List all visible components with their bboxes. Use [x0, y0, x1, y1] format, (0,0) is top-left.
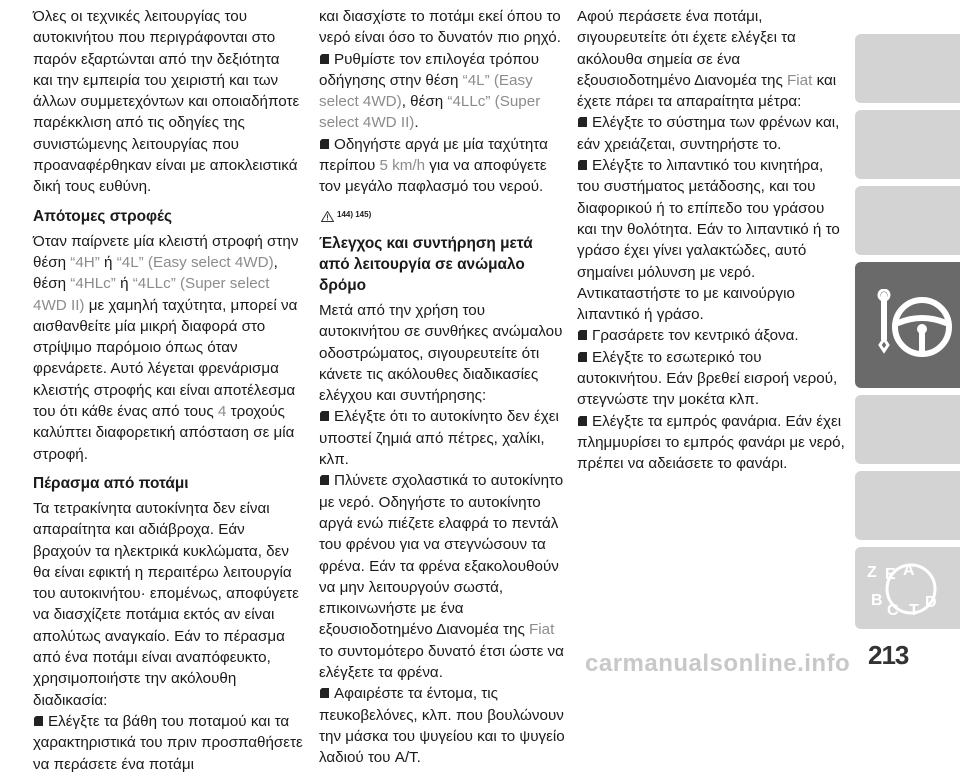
square-bullet-icon: [33, 715, 44, 727]
square-bullet-icon: [319, 687, 330, 699]
bullet-item: Ελέγξτε τα βάθη του ποταμού και τα χαρακτηριστικά του πριν προσπαθήσετε να περάσετε ένα ποτάμι: [33, 712, 303, 773]
index-letter: C: [887, 602, 899, 619]
square-bullet-icon: [319, 53, 330, 65]
bullet-item: Γρασάρετε τον κεντρικό άξονα.: [577, 325, 845, 346]
warning-reference-numbers: 144) 145): [337, 209, 372, 219]
square-bullet-icon: [319, 474, 330, 486]
section-tab-index[interactable]: [855, 547, 960, 629]
page-number: 213: [868, 640, 909, 670]
sharp-turns-paragraph: Όταν παίρνετε μία κλειστή στροφή στην θέση “4H” ή “4L” (Easy select 4WD), θέση “4HLc” ή “4LLc” (Super select 4WD II) με χαμηλή ταχύτητα, μπορεί να αισθανθείτε μία μικρή διαφορά στο στρίψιμο παρόμοιο όπως όταν φρενάρετε. Αυτό λέγεται φρενάρισμα κλειστής στροφής και είναι αποτέλεσμα του ότι κάθε ένας από τους 4 τροχούς καλύπτει διαφορετική απόσταση σε μία στροφή.: [33, 232, 299, 463]
bullet-item: Ρυθμίστε τον επιλογέα τρόπου οδήγησης στην θέση “4L” (Easy select 4WD), θέση “4LLc” (Super select 4WD II).: [319, 50, 541, 132]
bullet-item: Ελέγξτε ότι το αυτοκίνητο δεν έχει υποστεί ζημιά από πέτρες, χαλίκι, κλπ.: [319, 408, 559, 469]
section-tabs: [855, 0, 960, 678]
square-bullet-icon: [577, 415, 588, 427]
section-tab[interactable]: [855, 395, 960, 464]
square-bullet-icon: [577, 351, 588, 363]
bullet-item: Ελέγξτε το σύστημα των φρένων και, εάν χρειάζεται, συντηρήστε το.: [577, 114, 840, 153]
index-letter: A: [903, 562, 915, 579]
heading-river-crossing: Πέρασμα από ποτάμι: [33, 474, 189, 492]
square-bullet-icon: [577, 159, 588, 171]
maintenance-paragraph: Μετά από την χρήση του αυτοκινήτου σε συνθήκες ανώμαλου οδοστρώματος, σιγουρευτείτε ότι κάνετε τις ακόλουθες διαδικασίες ελέγχου και συντήρησης:: [319, 301, 563, 405]
index-letter: E: [885, 566, 896, 583]
square-bullet-icon: [319, 138, 330, 150]
index-letter: D: [925, 594, 937, 611]
warning-triangle-icon: [321, 209, 334, 220]
column-3: [577, 6, 845, 475]
watermark: carmanualsonline.info: [585, 650, 851, 677]
continued-paragraph: και διασχίστε το ποτάμι εκεί όπου το νερό είναι όσο το δυνατόν πιο ρηχό.: [319, 8, 561, 47]
section-tab-active[interactable]: [855, 262, 960, 388]
section-tab[interactable]: [855, 471, 960, 540]
index-letter: T: [909, 602, 919, 619]
section-tab[interactable]: [855, 110, 960, 179]
square-bullet-icon: [319, 410, 330, 422]
index-letter: B: [871, 592, 883, 609]
square-bullet-icon: [577, 329, 588, 341]
heading-maintenance: Έλεγχος και συντήρηση μετά από λειτουργία σε ανώμαλο δρόμο: [319, 234, 533, 294]
intro-paragraph: Όλες οι τεχνικές λειτουργίας του αυτοκινήτου που περιγράφονται στο παρόν εξαρτώνται από την δεξιότητα και την εμπειρία του χειριστή και των άλλων συμμετεχόντων και οποιαδήποτε παρέκκλιση από τις οδηγίες της συνιστώμενης λειτουργίας που προαναφέρθηκαν είναι με αποκλειστικά δική τους ευθύνη.: [33, 8, 300, 196]
after-crossing-paragraph: Αφού περάσετε ένα ποτάμι, σιγουρευτείτε ότι έχετε ελέγξει τα ακόλουθα σημεία σε ένα εξουσιοδοτημένο Διανομέα της Fiat και έχετε πάρει τα απαραίτητα μέτρα:: [577, 8, 837, 111]
column-2: [319, 6, 567, 769]
square-bullet-icon: [577, 116, 588, 128]
column-1: [33, 6, 303, 775]
bullet-item: Ελέγξτε το λιπαντικό του κινητήρα, του συστήματος μετάδοσης, και του διαφορικού ή το επίπεδο του γράσου και την θολότητα. Εάν το λιπαντικό ή το γράσο έχει γίνει γαλακτώδες, αυτό σημαίνει μόλυνση με νερό. Αντικαταστήστε το με καινούργιο λιπαντικό ή γράσο.: [577, 157, 840, 324]
alphabetical-index-icon: [863, 555, 955, 628]
heading-sharp-turns: Απότομες στροφές: [33, 207, 172, 225]
section-tab[interactable]: [855, 34, 960, 103]
bullet-item: Πλύνετε σχολαστικά το αυτοκίνητο με νερό. Οδηγήστε το αυτοκίνητο αργά ενώ πιέζετε ελαφρά το πεντάλ του φρένου για να στεγνώσουν τα φρένα. Εάν τα φρένα εξακολουθούν να μην λειτουργούν σωστά, επικοινωνήστε με ένα εξουσιοδοτημένο Διανομέα της Fiat το συντομότερο δυνατό έτσι ώστε να ελέγξετε τα φρένα.: [319, 472, 564, 682]
bullet-item: Ελέγξτε τα εμπρός φανάρια. Εάν έχει πλημμυρίσει το εμπρός φανάρι με νερό, πρέπει να αδειάσετε το φανάρι.: [577, 412, 845, 473]
steering-wheel-key-icon: [866, 289, 954, 366]
river-crossing-paragraph: Τα τετρακίνητα αυτοκίνητα δεν είναι απαραίτητα και αδιάβροχα. Εάν βραχούν τα ηλεκτρικά κυκλώματα, δεν θα είναι εφικτή η περαιτέρω λειτουργία του αυτοκινήτου· επομένως, αποφύγετε να διασχίζετε ποτάμια εκτός αν είναι απολύτως αναγκαίο. Εάν το πέρασμα από ένα ποτάμι είναι αναπόφευκτο, χρησιμοποιήστε την ακόλουθη διαδικασία:: [33, 499, 299, 709]
index-letter: Z: [867, 564, 877, 581]
warning-reference: [321, 204, 567, 225]
bullet-item: Ελέγξτε το εσωτερικό του αυτοκινήτου. Εάν βρεθεί εισροή νερού, στεγνώστε την μοκέτα κλπ.: [577, 348, 838, 409]
section-tab[interactable]: [855, 186, 960, 255]
bullet-item: Οδηγήστε αργά με μία ταχύτητα περίπου 5 km/h για να αποφύγετε τον μεγάλο παφλασμό του νερού.: [319, 135, 548, 196]
bullet-item: Αφαιρέστε τα έντομα, τις πευκοβελόνες, κλπ. που βουλώνουν την μάσκα του ψυγείου και το ψυγείο λαδιού του A/T.: [319, 685, 565, 767]
